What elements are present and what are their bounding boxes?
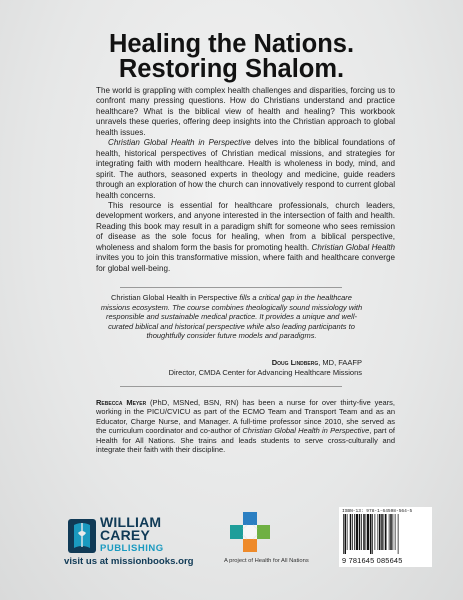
barcode-number: 9 781645 085645 [342, 556, 403, 565]
description-paragraph-3: This resource is essential for healthcare professionals, church leaders, development workers, and anyone interested in the intersection of faith and health. Reading this book may result in a paradigm shift for someone who sees remission of disease as the sole focus for healing, when from a biblical perspective, wholeness and shalom form the basis for promoting health. Christian Global Health invites you to join this transformative mission, where faith and healthcare converge for global well-being. [96, 200, 395, 273]
publisher-url[interactable]: visit us at missionbooks.org [64, 556, 194, 567]
headline-line-2: Restoring Shalom. [118, 55, 345, 83]
health-for-all-nations-cross-icon [228, 510, 272, 554]
publisher-name: WILLIAM CAREY [100, 514, 162, 543]
description [96, 86, 395, 274]
endorsement-quote: Christian Global Health in Perspective fills a critical gap in the healthcare missions ecosystem. The course combines theologically sound missiology with responsible and sustainable medical practice. It provides a unique and well-curated biblical and historical perspective while also leading participants to thoughtfully consider future models and paradigms. [100, 293, 363, 340]
divider-bottom [120, 386, 342, 387]
description-paragraph-1: The world is grappling with complex health challenges and disparities, forcing us to confront many pressing questions. How do Christians understand and practice healthcare? What is the biblical view of health and healing? This workbook unravels these queries, offering deep insights into the Christian approach to global health issues. [96, 86, 395, 137]
author-bio: Rebecca Meyer (PhD, MSNed, BSN, RN) has been a nurse for over thirty-five years, working in the PICU/CVICU as part of the ECMO Team and Transport Team and as an Educator, Charge Nurse, and Manager. A full-time professor since 2010, she served as the curriculum coordinator and co-author of Christian Global Health in Perspective, part of Health for All Nations. She trains and leads students to serve cross-culturally and integrate their faith with their discipline. [96, 398, 396, 455]
endorsement-author: Doug Lindberg, MD, FAAFP [271, 358, 362, 367]
book-title-ref: Christian Global Health in Perspective [108, 138, 251, 148]
divider-top [120, 287, 342, 288]
barcode-icon [342, 514, 430, 554]
isbn-label: ISBN-13: 978-1-64508-564-5 [342, 509, 413, 514]
headline-line-1: Healing the Nations. [108, 30, 355, 58]
partner-caption: A project of Health for All Nations [224, 558, 309, 564]
book-title-ref: Christian Global Health [311, 242, 395, 252]
publisher-imprint: PUBLISHING [100, 543, 164, 554]
description-paragraph-2: Christian Global Health in Perspective delves into the biblical foundations of health, historical perspectives of Christian medical missions, and strategies for integrating faith with modern healthcare. Health is wholeness in body, mind, and spirit. The authors, seasoned experts in theology and medicine, guide readers through an exploration of how the church can innovatively respond to current global health concerns. [96, 138, 395, 200]
endorsement-author-title: Director, CMDA Center for Advancing Healthcare Missions [168, 368, 362, 377]
